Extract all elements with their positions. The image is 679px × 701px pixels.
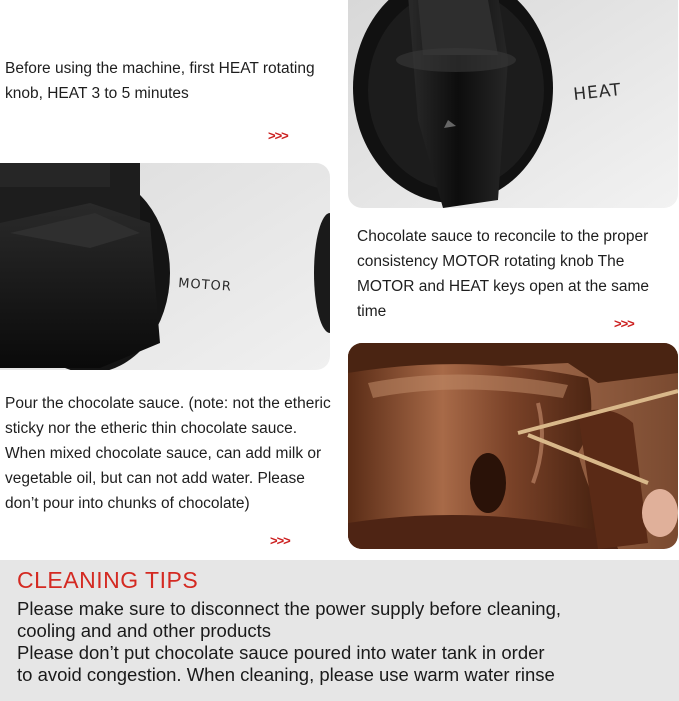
cleaning-tips-panel	[0, 560, 679, 701]
motor-label: MOTOR	[177, 276, 233, 295]
step-2-arrows: >>>	[614, 316, 634, 331]
heat-knob-photo	[348, 0, 678, 208]
cleaning-tips-title: CLEANING TIPS	[17, 567, 199, 593]
motor-knob-photo	[0, 163, 330, 370]
step-1-text: Before using the machine, first HEAT rotating knob, HEAT 3 to 5 minutes	[5, 60, 315, 102]
chocolate-fountain-photo	[348, 343, 678, 549]
step-2-text: Chocolate sauce to reconcile to the proper consistency MOTOR rotating knob The MOTOR and HEAT keys open at the same time	[357, 228, 650, 320]
heat-label: HEAT	[572, 80, 623, 105]
cleaning-tips-body: Please make sure to disconnect the power supply before cleaning, cooling and and other products Please don’t put chocolate sauce poured into water tank in order to avoid congestion. When cleaning, please use warm water rinse	[17, 598, 562, 685]
step-3-text: Pour the chocolate sauce. (note: not the etheric sticky nor the etheric thin chocolate sauce. When mixed chocolate sauce, can add milk or vegetable oil, but can not add water. Please don’t pour into chunks of chocolate)	[5, 395, 331, 512]
step-1-arrows: >>>	[268, 128, 288, 143]
step-3-arrows: >>>	[270, 533, 290, 548]
